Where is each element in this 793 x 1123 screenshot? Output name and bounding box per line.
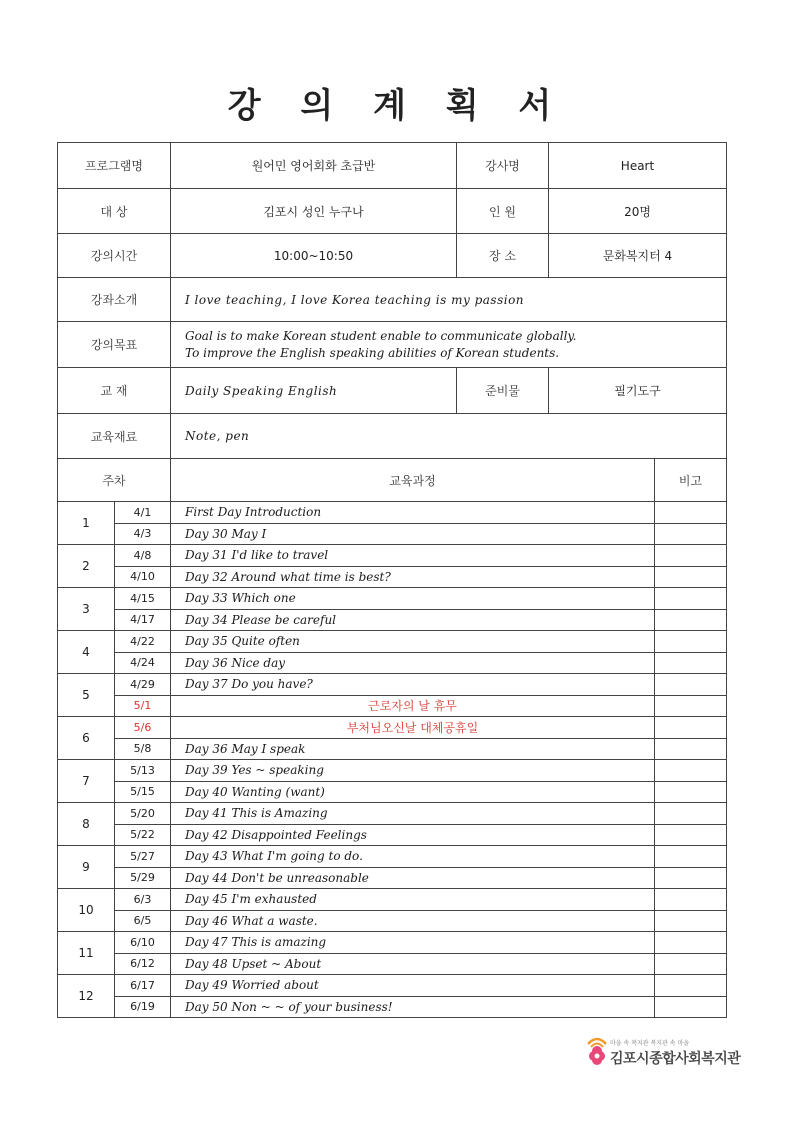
session-topic: Day 36 May I speak: [171, 738, 655, 760]
week-number: 12: [58, 975, 115, 1018]
session-date: 4/29: [115, 674, 171, 696]
organization-logo: [586, 1034, 741, 1074]
textbook-value: Daily Speaking English: [171, 368, 457, 414]
session-topic: Day 34 Please be careful: [171, 609, 655, 631]
session-date: 5/1: [115, 695, 171, 717]
session-note: [655, 523, 727, 545]
session-note: [655, 910, 727, 932]
session-topic: Day 49 Worried about: [171, 975, 655, 997]
goal-line-1: Goal is to make Korean student enable to communicate globally.: [185, 328, 577, 343]
schedule-row: [58, 996, 727, 1018]
schedule-row: [58, 566, 727, 588]
session-note: [655, 502, 727, 524]
materials-label: 교육재료: [58, 414, 171, 459]
session-date: 4/1: [115, 502, 171, 524]
session-date: 5/22: [115, 824, 171, 846]
session-date: 4/8: [115, 545, 171, 567]
session-date: 4/10: [115, 566, 171, 588]
instructor-label: 강사명: [457, 143, 549, 189]
session-topic: Day 40 Wanting (want): [171, 781, 655, 803]
session-topic: First Day Introduction: [171, 502, 655, 524]
session-date: 5/13: [115, 760, 171, 782]
goal-label: 강의목표: [58, 322, 171, 368]
session-note: [655, 674, 727, 696]
schedule-row: [58, 824, 727, 846]
session-date: 5/20: [115, 803, 171, 825]
week-number: 5: [58, 674, 115, 717]
session-topic: Day 32 Around what time is best?: [171, 566, 655, 588]
schedule-row: [58, 717, 727, 739]
session-date: 4/15: [115, 588, 171, 610]
materials-value: Note, pen: [171, 414, 727, 459]
week-number: 10: [58, 889, 115, 932]
session-note: [655, 545, 727, 567]
schedule-row: [58, 846, 727, 868]
intro-label: 강좌소개: [58, 278, 171, 322]
schedule-row: [58, 695, 727, 717]
schedule-row: [58, 609, 727, 631]
session-note: [655, 717, 727, 739]
flower-logo-icon: [586, 1036, 608, 1068]
goal-line-2: To improve the English speaking abilities of Korean students.: [185, 345, 560, 360]
session-note: [655, 609, 727, 631]
schedule-row: [58, 910, 727, 932]
schedule-row: [58, 975, 727, 997]
schedule-row: [58, 781, 727, 803]
week-number: 9: [58, 846, 115, 889]
session-topic: Day 47 This is amazing: [171, 932, 655, 954]
session-topic: Day 43 What I'm going to do.: [171, 846, 655, 868]
goal-value: [171, 322, 727, 368]
session-note: [655, 631, 727, 653]
session-topic: Day 50 Non ~ ~ of your business!: [171, 996, 655, 1018]
session-topic: Day 33 Which one: [171, 588, 655, 610]
session-topic: Day 37 Do you have?: [171, 674, 655, 696]
session-note: [655, 652, 727, 674]
session-topic: Day 48 Upset ~ About: [171, 953, 655, 975]
supplies-label: 준비물: [457, 368, 549, 414]
session-date: 6/10: [115, 932, 171, 954]
logo-name: 김포시종합사회복지관: [610, 1051, 741, 1067]
week-number: 1: [58, 502, 115, 545]
capacity-value: 20명: [549, 189, 727, 234]
session-date: 6/3: [115, 889, 171, 911]
schedule-row: [58, 652, 727, 674]
course-header: 교육과정: [171, 459, 655, 502]
schedule-row: [58, 803, 727, 825]
week-number: 2: [58, 545, 115, 588]
schedule-row: [58, 523, 727, 545]
session-date: 6/17: [115, 975, 171, 997]
session-topic: Day 45 I'm exhausted: [171, 889, 655, 911]
session-date: 5/15: [115, 781, 171, 803]
textbook-label: 교 재: [58, 368, 171, 414]
session-date: 6/19: [115, 996, 171, 1018]
week-header: 주차: [58, 459, 171, 502]
session-date: 5/27: [115, 846, 171, 868]
holiday-notice: 부처님오신날 대체공휴일: [171, 717, 655, 739]
document-title: 강 의 계 획 서: [227, 86, 566, 126]
session-topic: Day 39 Yes ~ speaking: [171, 760, 655, 782]
week-number: 3: [58, 588, 115, 631]
session-note: [655, 760, 727, 782]
schedule-row: [58, 545, 727, 567]
schedule-row: [58, 738, 727, 760]
session-date: 5/29: [115, 867, 171, 889]
session-note: [655, 781, 727, 803]
note-header: 비고: [655, 459, 727, 502]
time-label: 강의시간: [58, 234, 171, 278]
session-note: [655, 932, 727, 954]
session-note: [655, 846, 727, 868]
session-topic: Day 41 This is Amazing: [171, 803, 655, 825]
time-value: 10:00~10:50: [171, 234, 457, 278]
session-date: 4/3: [115, 523, 171, 545]
session-topic: Day 30 May I: [171, 523, 655, 545]
week-number: 4: [58, 631, 115, 674]
schedule-row: [58, 760, 727, 782]
session-date: 5/8: [115, 738, 171, 760]
schedule-row: [58, 674, 727, 696]
session-note: [655, 996, 727, 1018]
schedule-row: [58, 502, 727, 524]
schedule-row: [58, 588, 727, 610]
supplies-value: 필기도구: [549, 368, 727, 414]
session-note: [655, 695, 727, 717]
session-topic: Day 36 Nice day: [171, 652, 655, 674]
week-number: 7: [58, 760, 115, 803]
schedule-row: [58, 867, 727, 889]
session-note: [655, 803, 727, 825]
holiday-notice: 근로자의 날 휴무: [171, 695, 655, 717]
session-note: [655, 889, 727, 911]
intro-value: I love teaching, I love Korea teaching is my passion: [171, 278, 727, 322]
session-topic: Day 35 Quite often: [171, 631, 655, 653]
session-date: 4/24: [115, 652, 171, 674]
schedule-row: [58, 889, 727, 911]
session-date: 4/22: [115, 631, 171, 653]
target-value: 김포시 성인 누구나: [171, 189, 457, 234]
program-value: 원어민 영어회화 초급반: [171, 143, 457, 189]
week-number: 8: [58, 803, 115, 846]
session-date: 6/12: [115, 953, 171, 975]
session-date: 4/17: [115, 609, 171, 631]
session-topic: Day 46 What a waste.: [171, 910, 655, 932]
schedule-body: [58, 502, 727, 1018]
session-topic: Day 31 I'd like to travel: [171, 545, 655, 567]
week-number: 11: [58, 932, 115, 975]
logo-tagline: 마을 속 복지관 복지관 속 마을: [610, 1040, 690, 1047]
session-note: [655, 953, 727, 975]
session-note: [655, 566, 727, 588]
capacity-label: 인 원: [457, 189, 549, 234]
session-topic: Day 44 Don't be unreasonable: [171, 867, 655, 889]
place-label: 장 소: [457, 234, 549, 278]
session-note: [655, 738, 727, 760]
session-topic: Day 42 Disappointed Feelings: [171, 824, 655, 846]
place-value: 문화복지터 4: [549, 234, 727, 278]
schedule-row: [58, 953, 727, 975]
week-number: 6: [58, 717, 115, 760]
session-note: [655, 588, 727, 610]
session-note: [655, 975, 727, 997]
session-date: 5/6: [115, 717, 171, 739]
session-note: [655, 824, 727, 846]
instructor-value: Heart: [549, 143, 727, 189]
schedule-row: [58, 932, 727, 954]
schedule-row: [58, 631, 727, 653]
program-label: 프로그램명: [58, 143, 171, 189]
session-note: [655, 867, 727, 889]
lecture-plan-table: [57, 142, 727, 1018]
session-date: 6/5: [115, 910, 171, 932]
target-label: 대 상: [58, 189, 171, 234]
